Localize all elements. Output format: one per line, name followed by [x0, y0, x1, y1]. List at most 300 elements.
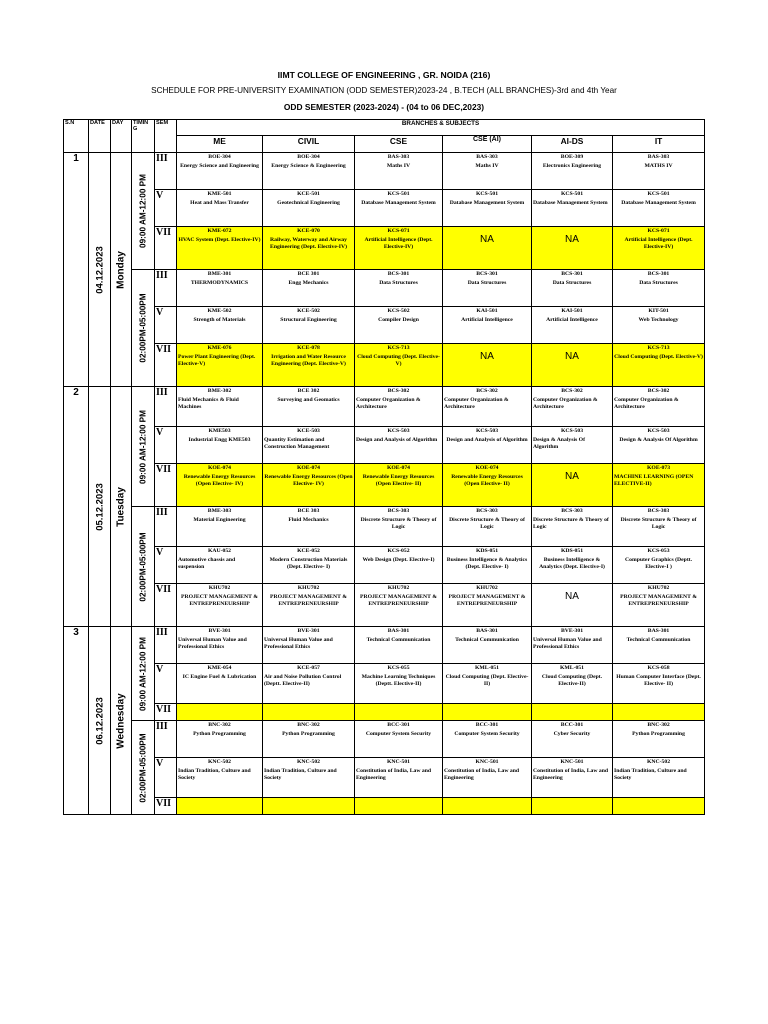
branches-subjects-header: BRANCHES & SUBJECTS	[177, 120, 705, 136]
subject-name: Discrete Structure & Theory of Logic	[533, 517, 609, 530]
exam-date: 05.12.2023	[94, 482, 105, 531]
subject-code: BCS-303	[387, 508, 410, 514]
semester-label: V	[155, 547, 177, 584]
subject-code: BNC-302	[208, 722, 231, 728]
subject-code: KML-051	[474, 665, 499, 671]
subject-name: Design & Analysis Of Algorithm	[533, 437, 585, 450]
subject-name: Universal Human Value and Professional Ethics	[533, 637, 602, 650]
not-applicable-label: NA	[565, 351, 579, 362]
subject-name: Fluid Mechanics	[288, 517, 329, 523]
subject-cell	[532, 584, 613, 627]
exam-date: 04.12.2023	[94, 245, 105, 294]
subject-code: BOE-304	[297, 154, 320, 160]
subject-code: BCC-301	[387, 722, 410, 728]
subject-cell	[263, 704, 355, 721]
subject-name: Business Intelligence & Analytics (Dept. Elective-I)	[539, 557, 605, 570]
serial-number: 3	[64, 627, 89, 815]
subject-cell	[177, 387, 263, 427]
subject-name: Design & Analysis Of Algorithm	[619, 437, 698, 443]
semester-label: III	[155, 721, 177, 758]
college-title: IIMT COLLEGE OF ENGINEERING , GR. NOIDA (216)	[277, 70, 491, 80]
subject-cell	[355, 153, 443, 190]
subject-name: Automotive chassis and suspension	[178, 557, 236, 570]
subject-code: KNC-501	[560, 759, 584, 765]
session-time-cell	[132, 153, 155, 270]
subject-cell	[613, 153, 705, 190]
subject-cell	[177, 427, 263, 464]
subject-cell	[532, 344, 613, 387]
subject-name: Computer Organization & Architecture	[356, 397, 421, 410]
subject-cell	[613, 627, 705, 664]
schedule-title: SCHEDULE FOR PRE-UNIVERSITY EXAMINATION (ODD SEMESTER)2023-24 , B.TECH (ALL BRANCHES)-3rd and 4th Year	[151, 86, 617, 95]
subject-code: KML-051	[559, 665, 584, 671]
subject-name: Power Plant Engineering (Dept. Elective-V)	[178, 354, 256, 367]
semester-label: V	[155, 758, 177, 798]
subject-cell	[177, 307, 263, 344]
subject-code: BVE-301	[208, 628, 231, 634]
branch-header: AI-DS	[532, 136, 613, 153]
subject-name: Web Technology	[638, 317, 679, 323]
subject-name: Maths IV	[386, 163, 411, 169]
semester-label: V	[155, 190, 177, 227]
subject-cell	[355, 387, 443, 427]
subject-name: Technical Communication	[366, 637, 431, 643]
subject-code: KHU702	[476, 585, 498, 591]
semester-label: VII	[155, 798, 177, 815]
schedule-row	[64, 190, 705, 227]
subject-code: BME-303	[207, 508, 232, 514]
subject-name: Computer System Security	[365, 731, 432, 737]
subject-name: Artificial Intelligence (Dept. Elective-IV)	[364, 237, 433, 250]
serial-number: 1	[64, 153, 89, 387]
subject-code: BCS-303	[561, 508, 583, 514]
subject-name: Renewable Energy Resources (Open Elective- IV)	[264, 474, 353, 487]
subject-cell	[532, 227, 613, 270]
subject-code: KME-501	[207, 191, 232, 197]
exam-date-cell	[89, 153, 111, 387]
subject-cell	[263, 464, 355, 507]
subject-code: KHU702	[387, 585, 410, 591]
subject-cell	[263, 270, 355, 307]
semester-label: VII	[155, 584, 177, 627]
subject-cell	[263, 507, 355, 547]
subject-cell	[355, 627, 443, 664]
subject-code: BOE-304	[208, 154, 231, 160]
subject-cell	[532, 704, 613, 721]
subject-name: Cloud Computing (Dept. Elective-II)	[541, 674, 603, 687]
subject-name: Cloud Computing (Dept. Elective-V)	[614, 354, 703, 360]
subject-name: Computer System Security	[454, 731, 520, 737]
schedule-row	[64, 721, 705, 758]
semester-label: III	[155, 387, 177, 427]
subject-code: KCE-501	[297, 191, 320, 197]
subject-name: Geotechnical Engineering	[277, 200, 340, 206]
subject-cell	[177, 721, 263, 758]
subject-cell	[532, 270, 613, 307]
subject-code: KCS-713	[647, 345, 670, 351]
subject-name: Constitution of India, Law and Engineering	[356, 768, 432, 781]
subject-code: KNC-502	[647, 759, 671, 765]
subject-cell	[443, 190, 532, 227]
schedule-row	[64, 427, 705, 464]
subject-cell	[177, 344, 263, 387]
subject-cell	[532, 721, 613, 758]
semester-label: VII	[155, 344, 177, 387]
subject-name: Indian Tradition, Culture and Society	[614, 768, 687, 781]
subject-cell	[177, 704, 263, 721]
subject-cell	[177, 190, 263, 227]
session-time: 09:00 AM-12:00 PM	[138, 174, 148, 248]
subject-name: Human Computer Interface (Dept. Elective- II)	[616, 674, 701, 687]
session-time: 02:00PM-05:00PM	[138, 531, 148, 602]
subject-code: KCS-503	[560, 428, 584, 434]
subject-name: Railway, Waterway and Airway Engineering (Dept. Elective-IV)	[270, 237, 347, 250]
branch-header: CIVIL	[263, 136, 355, 153]
subject-code: BNC-302	[647, 722, 670, 728]
exam-date: 06.12.2023	[94, 696, 105, 745]
exam-day-cell	[111, 627, 132, 815]
subject-code: BCS-302	[561, 388, 583, 394]
subject-name: IC Engine Fuel & Lubrication	[182, 674, 257, 680]
subject-cell	[355, 507, 443, 547]
subject-name: Air and Noise Pollution Control (Deptt. Elective-II)	[264, 674, 342, 687]
schedule-row	[64, 153, 705, 190]
semester-label: VII	[155, 464, 177, 507]
subject-cell	[177, 798, 263, 815]
subject-cell	[443, 547, 532, 584]
subject-code: BME-301	[207, 271, 232, 277]
subject-cell	[263, 190, 355, 227]
branch-header: IT	[613, 136, 705, 153]
subject-cell	[613, 547, 705, 584]
subject-name: Design and Analysis of Algorithm	[356, 437, 438, 443]
subject-name: Data Structures	[639, 280, 678, 286]
subject-cell	[263, 664, 355, 704]
subject-cell	[177, 547, 263, 584]
subject-code: BCS-303	[647, 508, 670, 514]
subject-cell	[532, 627, 613, 664]
subject-cell	[613, 190, 705, 227]
subject-code: KHU702	[208, 585, 231, 591]
subject-cell	[613, 798, 705, 815]
subject-code: BCC-301	[560, 722, 584, 728]
not-applicable-label: NA	[480, 234, 494, 245]
schedule-row	[64, 758, 705, 798]
subject-cell	[355, 344, 443, 387]
subject-cell	[443, 227, 532, 270]
subject-code: BAS-301	[476, 628, 498, 634]
exam-day-cell	[111, 387, 132, 627]
subject-cell	[177, 227, 263, 270]
subject-cell	[613, 427, 705, 464]
subject-cell	[532, 387, 613, 427]
subject-name: Python Programming	[193, 731, 246, 737]
branch-header: ME	[177, 136, 263, 153]
subject-code: KCS-503	[475, 428, 499, 434]
subject-cell	[613, 270, 705, 307]
subject-name: Fluid Mechanics & Fluid Machines	[178, 397, 239, 410]
subject-code: KCE-503	[297, 428, 320, 434]
subject-name: Business Intelligence & Analytics (Dept. Elective- I)	[446, 557, 528, 570]
subject-code: KCE-078	[297, 345, 320, 351]
col-timing-header: TIMIN G	[132, 120, 155, 153]
subject-code: BCS-301	[387, 271, 410, 277]
subject-code: KAI-501	[476, 308, 498, 314]
subject-code: BCS-302	[387, 388, 410, 394]
subject-cell	[355, 307, 443, 344]
subject-name: Database Management System	[621, 200, 696, 206]
not-applicable-label: NA	[565, 591, 579, 602]
subject-cell	[263, 721, 355, 758]
subject-code: KCS-071	[387, 228, 410, 234]
subject-code: BOE-309	[560, 154, 584, 160]
subject-code: KHU702	[647, 585, 670, 591]
col-day-header: DAY	[111, 120, 132, 153]
subject-code: KME-072	[207, 228, 232, 234]
subject-cell	[263, 584, 355, 627]
subject-code: KCS-501	[387, 191, 410, 197]
subject-cell	[443, 704, 532, 721]
subject-code: BVE-301	[560, 628, 584, 634]
subject-name: Database Management System	[361, 200, 436, 206]
subject-cell	[263, 227, 355, 270]
subject-code: KCE-052	[297, 548, 320, 554]
subject-code: KHU702	[297, 585, 320, 591]
exam-day: Wednesday	[115, 692, 127, 749]
subject-cell	[532, 190, 613, 227]
subject-code: KCS-713	[387, 345, 410, 351]
subject-cell	[443, 798, 532, 815]
semester-label: VII	[155, 704, 177, 721]
session-time-cell	[132, 721, 155, 815]
subject-name: Data Structures	[552, 280, 592, 286]
subject-cell	[177, 584, 263, 627]
exam-day: Monday	[115, 250, 127, 289]
subject-code: BAS-303	[476, 154, 498, 160]
subject-name: Compiler Design	[378, 317, 419, 323]
subject-code: KNC-502	[207, 759, 232, 765]
session-time: 02:00PM-05:00PM	[138, 732, 148, 803]
schedule-row	[64, 584, 705, 627]
subject-code: KCS-053	[647, 548, 670, 554]
subject-code: KCE-502	[297, 308, 320, 314]
subject-code: KCS-501	[647, 191, 670, 197]
exam-day: Tuesday	[115, 486, 127, 527]
subject-cell	[443, 627, 532, 664]
schedule-row	[64, 627, 705, 664]
schedule-row	[64, 547, 705, 584]
subject-code: KOE-074	[475, 465, 499, 471]
not-applicable-label: NA	[480, 351, 494, 362]
subject-name: Renewable Energy Resources (Open Elective- IV)	[183, 474, 256, 487]
subject-name: Data Structures	[379, 280, 418, 286]
subject-cell	[177, 270, 263, 307]
subject-cell	[355, 584, 443, 627]
subject-name: Modern Construction Materials (Dept. Elective- I)	[269, 557, 348, 570]
subject-cell	[443, 153, 532, 190]
semester-label: V	[155, 664, 177, 704]
subject-name: Heat and Mass Transfer	[190, 200, 249, 206]
subject-code: BAS-303	[647, 154, 670, 160]
subject-name: Quantity Estimation and Construction Management	[264, 437, 330, 450]
subject-name: Artificial Intelligence	[461, 317, 513, 323]
subject-code: BCS-302	[476, 388, 498, 394]
subject-code: KOE-074	[207, 465, 232, 471]
schedule-row	[64, 704, 705, 721]
schedule-row	[64, 227, 705, 270]
subject-cell	[263, 153, 355, 190]
col-sn-header: S.N	[64, 120, 89, 153]
serial-number: 2	[64, 387, 89, 627]
subject-cell	[355, 427, 443, 464]
semester-label: III	[155, 507, 177, 547]
subject-code: KCS-055	[387, 665, 410, 671]
subject-cell	[443, 464, 532, 507]
subject-cell	[613, 721, 705, 758]
subject-code: KNC-501	[475, 759, 499, 765]
subject-code: KCS-502	[387, 308, 410, 314]
session-time: 02:00PM-05:00PM	[138, 293, 148, 363]
subject-name: MATHS IV	[644, 163, 673, 169]
subject-name: Constitution of India, Law and Engineering	[533, 768, 609, 781]
subject-code: KCE-057	[297, 665, 320, 671]
subject-code: KIT-501	[648, 308, 669, 314]
subject-name: MACHINE LEARNING (OPEN ELECTIVE-II)	[614, 474, 694, 487]
subject-cell	[355, 664, 443, 704]
subject-cell	[263, 307, 355, 344]
subject-cell	[263, 627, 355, 664]
subject-cell	[443, 721, 532, 758]
subject-code: KCS-052	[387, 548, 410, 554]
subject-name: Computer Graphics (Deptt. Elective-I )	[625, 557, 693, 570]
subject-cell	[613, 464, 705, 507]
subject-name: Python Programming	[282, 731, 335, 737]
subject-name: Energy Science & Engineering	[271, 163, 346, 169]
subject-cell	[443, 584, 532, 627]
subject-cell	[613, 344, 705, 387]
subject-name: Engg Mechanics	[288, 280, 329, 286]
subject-cell	[263, 798, 355, 815]
subject-code: KNC-501	[386, 759, 411, 765]
subject-cell	[355, 758, 443, 798]
subject-name: PROJECT MANAGEMENT & ENTREPRENEURSHIP	[448, 594, 526, 607]
subject-cell	[355, 721, 443, 758]
subject-cell	[177, 664, 263, 704]
subject-name: PROJECT MANAGEMENT & ENTREPRENEURSHIP	[181, 594, 258, 607]
schedule-row	[64, 387, 705, 427]
subject-code: KCE-070	[297, 228, 320, 234]
subject-name: Indian Tradition, Culture and Society	[264, 768, 337, 781]
subject-code: KDS-051	[560, 548, 584, 554]
subject-code: KCS-501	[475, 191, 499, 197]
subject-name: Computer Organization & Architecture	[444, 397, 509, 410]
subject-cell	[532, 798, 613, 815]
subject-name: PROJECT MANAGEMENT & ENTREPRENEURSHIP	[620, 594, 697, 607]
schedule-row	[64, 344, 705, 387]
subject-code: BAS-301	[647, 628, 670, 634]
subject-cell	[532, 153, 613, 190]
session-time-cell	[132, 507, 155, 627]
subject-cell	[613, 227, 705, 270]
subject-name: Cloud Computing (Dept. Elective-II)	[445, 674, 529, 687]
subject-name: Structural Engineering	[280, 317, 337, 323]
subject-cell	[532, 547, 613, 584]
subject-code: BCE 303	[297, 508, 320, 514]
semester-label: V	[155, 307, 177, 344]
subject-code: KNC-502	[296, 759, 321, 765]
subject-code: KME-502	[207, 308, 232, 314]
exam-date-cell	[89, 387, 111, 627]
subject-name: Design and Analysis of Algorithm	[446, 437, 528, 443]
subject-cell	[443, 270, 532, 307]
subject-cell	[443, 427, 532, 464]
col-date-header: DATE	[89, 120, 111, 153]
subject-name: Universal Human Value and Professional Ethics	[264, 637, 333, 650]
subject-code: KOE-074	[296, 465, 321, 471]
subject-cell	[613, 664, 705, 704]
subject-name: Artificial Intelligence (Dept. Elective-IV)	[624, 237, 693, 250]
subject-cell	[355, 190, 443, 227]
subject-code: KCS-501	[560, 191, 584, 197]
subject-code: BNC-302	[297, 722, 320, 728]
subject-cell	[355, 547, 443, 584]
subject-name: Universal Human Value and Professional Ethics	[178, 637, 247, 650]
subject-cell	[443, 758, 532, 798]
subject-code: KDS-051	[475, 548, 499, 554]
subject-code: BCE 302	[297, 388, 320, 394]
subject-code: BCS-301	[561, 271, 583, 277]
subject-name: Constitution of India, Law and Engineering	[444, 768, 520, 781]
subject-name: Discrete Structure & Theory of Logic	[620, 517, 697, 530]
subject-cell	[613, 307, 705, 344]
subject-cell	[532, 758, 613, 798]
not-applicable-label: NA	[565, 234, 579, 245]
subject-name: Python Programming	[632, 731, 685, 737]
subject-name: HVAC System (Dept. Elective-IV)	[178, 237, 261, 243]
subject-cell	[177, 758, 263, 798]
session-time: 09:00 AM-12:00 PM	[138, 409, 148, 484]
subject-cell	[532, 464, 613, 507]
subject-cell	[177, 153, 263, 190]
branch-header: CSE	[355, 136, 443, 153]
schedule-row	[64, 464, 705, 507]
subject-code: KME-076	[207, 345, 232, 351]
subject-cell	[355, 798, 443, 815]
session-time-cell	[132, 387, 155, 507]
subject-code: BCE 301	[297, 271, 320, 277]
subject-cell	[263, 427, 355, 464]
subject-name: Maths IV	[475, 163, 499, 169]
subject-name: Renewable Energy Resources (Open Elective- II)	[362, 474, 435, 487]
semester-label: III	[155, 270, 177, 307]
not-applicable-label: NA	[565, 471, 579, 482]
subject-code: BCS-302	[647, 388, 670, 394]
subject-cell	[355, 227, 443, 270]
subject-code: KCS-058	[647, 665, 670, 671]
subject-code: BCC-301	[475, 722, 499, 728]
subject-cell	[443, 507, 532, 547]
subject-name: Database Management System	[449, 200, 525, 206]
subject-cell	[613, 507, 705, 547]
subject-name: Surveying and Geomatics	[277, 397, 340, 403]
subject-name: Renewable Energy Resources (Open Elective- II)	[451, 474, 523, 487]
subject-cell	[613, 584, 705, 627]
subject-code: KAI-501	[561, 308, 583, 314]
subject-name: Technical Communication	[626, 637, 691, 643]
subject-name: PROJECT MANAGEMENT & ENTREPRENEURSHIP	[270, 594, 347, 607]
subject-code: KCS-503	[387, 428, 410, 434]
subject-cell	[177, 507, 263, 547]
